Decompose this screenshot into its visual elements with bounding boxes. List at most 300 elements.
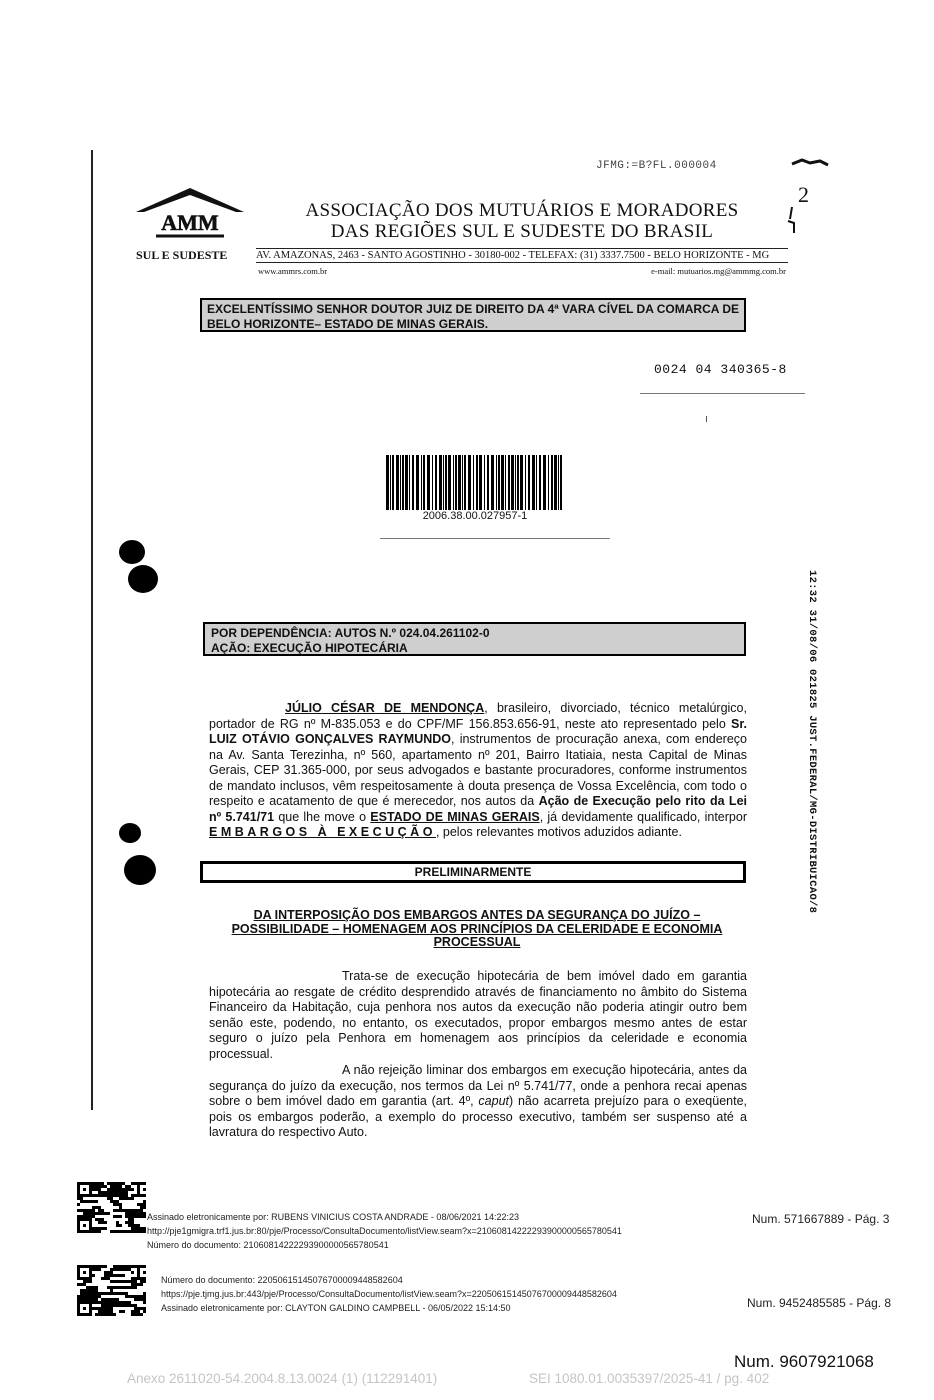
qr-module — [110, 1280, 113, 1283]
qr-module — [77, 1203, 80, 1206]
qr-module — [137, 1212, 140, 1215]
qr-module — [89, 1274, 92, 1277]
qr-module — [95, 1182, 98, 1185]
qr-module — [131, 1218, 134, 1221]
qr-module — [110, 1268, 113, 1271]
qr-module — [95, 1185, 98, 1188]
qr-module — [92, 1286, 95, 1289]
qr-module — [143, 1212, 146, 1215]
qr-module — [98, 1185, 101, 1188]
qr-module — [122, 1268, 125, 1271]
qr-module — [113, 1268, 116, 1271]
qr-module — [131, 1221, 134, 1224]
intro-paragraph — [209, 701, 747, 841]
qr-module — [131, 1277, 134, 1280]
qr-module — [140, 1313, 143, 1316]
qr-module — [143, 1188, 146, 1191]
barcode-bar — [548, 455, 549, 510]
qr-module — [134, 1230, 137, 1233]
qr-module — [86, 1218, 89, 1221]
qr-module — [80, 1301, 83, 1304]
qr-module — [134, 1313, 137, 1316]
qr-module — [119, 1292, 122, 1295]
org-website: www.ammrs.com.br — [258, 266, 328, 276]
qr-module — [119, 1224, 122, 1227]
qr-module — [125, 1265, 128, 1268]
barcode-bar — [455, 455, 457, 510]
qr-module — [143, 1271, 146, 1274]
qr-module — [77, 1209, 80, 1212]
qr-module — [143, 1310, 146, 1313]
barcode-bar — [453, 455, 454, 510]
qr-module — [113, 1304, 116, 1307]
protocol-stamp: JFMG:=B?FL.000004 — [596, 160, 717, 172]
qr-module — [104, 1310, 107, 1313]
qr-module — [89, 1310, 92, 1313]
qr-module — [86, 1194, 89, 1197]
qr-module — [134, 1280, 137, 1283]
anexo-reference: Anexo 2611020-54.2004.8.13.0024 (1) (112291401) — [127, 1371, 438, 1386]
qr-module — [89, 1286, 92, 1289]
qr-module — [137, 1268, 140, 1271]
qr-module — [131, 1188, 134, 1191]
barcode-bar — [405, 455, 408, 510]
barcode-bar — [508, 455, 510, 510]
qr-module — [128, 1268, 131, 1271]
dependency-line2: AÇÃO: EXECUÇÃO HIPOTECÁRIA — [211, 641, 408, 655]
footer-2-signed: Assinado eletronicamente por: CLAYTON GALDINO CAMPBELL - 06/05/2022 15:14:50 — [161, 1303, 511, 1313]
qr-module — [89, 1295, 92, 1298]
qr-module — [92, 1209, 95, 1212]
qr-module — [86, 1230, 89, 1233]
barcode-bar — [468, 455, 471, 510]
qr-module — [86, 1292, 89, 1295]
qr-module — [92, 1289, 95, 1292]
qr-module — [122, 1230, 125, 1233]
qr-module — [125, 1292, 128, 1295]
qr-module — [125, 1304, 128, 1307]
qr-module — [137, 1271, 140, 1274]
qr-module — [92, 1230, 95, 1233]
qr-module — [77, 1301, 80, 1304]
qr-module — [80, 1292, 83, 1295]
qr-module — [101, 1301, 104, 1304]
qr-module — [89, 1224, 92, 1227]
qr-module — [95, 1268, 98, 1271]
qr-module — [98, 1307, 101, 1310]
qr-module — [98, 1191, 101, 1194]
qr-module — [83, 1295, 86, 1298]
qr-module — [104, 1185, 107, 1188]
svg-text:AMM: AMM — [161, 210, 219, 235]
qr-module — [119, 1182, 122, 1185]
qr-module — [80, 1265, 83, 1268]
qr-module — [107, 1188, 110, 1191]
qr-module — [116, 1191, 119, 1194]
qr-module — [116, 1274, 119, 1277]
qr-module — [80, 1289, 83, 1292]
qr-module — [83, 1188, 86, 1191]
preliminary-title: PRELIMINARMENTE — [414, 865, 532, 879]
qr-module — [113, 1313, 116, 1316]
barcode-bar — [528, 455, 530, 510]
qr-module — [86, 1301, 89, 1304]
intro-text: , já devidamente qualificado, interpor — [539, 809, 747, 824]
qr-module — [83, 1313, 86, 1316]
barcode-bar — [551, 455, 553, 510]
qr-module — [140, 1295, 143, 1298]
party-name: JÚLIO CÉSAR DE MENDONÇA — [285, 701, 485, 715]
qr-module — [116, 1221, 119, 1224]
intro-text: , brasileiro, divorciado, técnico metalúrgico, portador de RG nº M-835.053 e do CPF/MF 156.853.656-91, neste ato representado pelo — [209, 701, 747, 731]
ink-mark — [790, 155, 830, 163]
qr-module — [131, 1227, 134, 1230]
qr-module — [80, 1298, 83, 1301]
qr-module — [77, 1185, 80, 1188]
representative-name: Sr. LUIZ OTÁVIO GONÇALVES RAYMUNDO — [209, 716, 747, 746]
qr-module — [77, 1307, 80, 1310]
qr-module — [116, 1292, 119, 1295]
qr-module — [104, 1292, 107, 1295]
addressee-text: EXCELENTÍSSIMO SENHOR DOUTOR JUIZ DE DIREITO DA 4ª VARA CÍVEL DA COMARCA DE BELO HORIZONTE– ESTADO DE MINAS GERAIS. — [207, 302, 739, 331]
qr-module — [107, 1271, 110, 1274]
qr-module — [134, 1209, 137, 1212]
qr-module — [101, 1310, 104, 1313]
qr-module — [110, 1194, 113, 1197]
qr-module — [122, 1310, 125, 1313]
qr-module — [101, 1194, 104, 1197]
barcode-bar — [560, 455, 562, 510]
qr-module — [92, 1268, 95, 1271]
qr-module — [77, 1224, 80, 1227]
qr-module — [110, 1298, 113, 1301]
qr-module — [89, 1209, 92, 1212]
qr-module — [122, 1274, 125, 1277]
qr-module — [92, 1227, 95, 1230]
qr-module — [83, 1215, 86, 1218]
barcode-bar — [496, 455, 497, 510]
qr-module — [86, 1313, 89, 1316]
qr-module — [140, 1209, 143, 1212]
barcode-bar — [427, 455, 430, 510]
qr-module — [113, 1301, 116, 1304]
qr-module — [137, 1265, 140, 1268]
barcode-bar — [520, 455, 523, 510]
qr-module — [131, 1283, 134, 1286]
qr-module — [143, 1230, 146, 1233]
qr-module — [110, 1304, 113, 1307]
qr-module — [86, 1212, 89, 1215]
qr-module — [95, 1212, 98, 1215]
qr-module — [134, 1286, 137, 1289]
qr-module — [119, 1265, 122, 1268]
qr-module — [110, 1301, 113, 1304]
qr-module — [140, 1206, 143, 1209]
paragraph-2 — [209, 1063, 747, 1141]
qr-module — [107, 1307, 110, 1310]
qr-module — [92, 1206, 95, 1209]
qr-module — [104, 1298, 107, 1301]
qr-module — [95, 1227, 98, 1230]
qr-module — [140, 1277, 143, 1280]
qr-module — [143, 1203, 146, 1206]
barcode-bar — [400, 455, 401, 510]
org-email: e-mail: mutuarios.mg@ammmg.com.br — [651, 266, 786, 276]
qr-module — [122, 1292, 125, 1295]
qr-module — [128, 1209, 131, 1212]
qr-module — [122, 1301, 125, 1304]
qr-module — [113, 1191, 116, 1194]
qr-module — [143, 1215, 146, 1218]
qr-module — [89, 1185, 92, 1188]
qr-module — [98, 1313, 101, 1316]
barcode-bar — [517, 455, 519, 510]
qr-module — [95, 1200, 98, 1203]
qr-module — [77, 1298, 80, 1301]
qr-module — [128, 1221, 131, 1224]
qr-module — [77, 1182, 80, 1185]
qr-module — [110, 1191, 113, 1194]
qr-module — [137, 1224, 140, 1227]
qr-module — [113, 1209, 116, 1212]
qr-module — [125, 1221, 128, 1224]
qr-module — [116, 1194, 119, 1197]
footer-3-num: Num. 9607921068 — [734, 1352, 874, 1371]
qr-module — [134, 1224, 137, 1227]
qr-module — [125, 1191, 128, 1194]
qr-module — [116, 1188, 119, 1191]
qr-module — [104, 1227, 107, 1230]
qr-module — [89, 1268, 92, 1271]
sei-reference: SEI 1080.01.0035397/2025-41 / pg. 402 — [529, 1371, 770, 1386]
qr-module — [143, 1307, 146, 1310]
intro-text: , instrumentos de procuração anexa, com endereço na Av. Santa Terezinha, nº 560, apartamento nº 201, Bairro Itatiaia, nesta Capital de Minas Gerais, CEP 31.365-000, por seus advogados e bastante procuradores, conforme instrumentos de mandato inclusos, vêm respeitosamente à douta presença de Vossa Excelência, com todo o respeito e acatamento de que é merecedor, nos autos da — [209, 732, 747, 808]
qr-module — [134, 1277, 137, 1280]
qr-module — [80, 1230, 83, 1233]
handwritten-mark — [786, 205, 800, 240]
qr-module — [134, 1304, 137, 1307]
barcode-bar — [558, 455, 559, 510]
qr-module — [122, 1194, 125, 1197]
qr-module — [110, 1182, 113, 1185]
barcode-underline — [380, 538, 610, 539]
qr-module — [89, 1182, 92, 1185]
barcode-bar — [416, 455, 419, 510]
qr-module — [107, 1313, 110, 1316]
qr-module — [113, 1194, 116, 1197]
qr-module — [143, 1298, 146, 1301]
qr-module — [143, 1200, 146, 1203]
margin-line — [91, 150, 93, 1110]
qr-module — [89, 1215, 92, 1218]
qr-module — [134, 1265, 137, 1268]
barcode-bar — [539, 455, 541, 510]
qr-module — [125, 1185, 128, 1188]
footer-2-url[interactable]: https://pje.tjmg.jus.br:443/pje/Processo/ConsultaDocumento/listView.seam?x=22050615145076700009448582604 — [161, 1289, 617, 1299]
qr-module — [101, 1218, 104, 1221]
qr-module — [110, 1286, 113, 1289]
qr-module — [137, 1203, 140, 1206]
qr-module — [113, 1265, 116, 1268]
qr-module — [89, 1271, 92, 1274]
qr-module — [143, 1292, 146, 1295]
qr-module — [77, 1295, 80, 1298]
qr-module — [110, 1185, 113, 1188]
qr-module — [134, 1227, 137, 1230]
qr-module — [92, 1265, 95, 1268]
qr-module — [119, 1197, 122, 1200]
qr-module — [131, 1304, 134, 1307]
qr-module — [137, 1215, 140, 1218]
qr-module — [128, 1295, 131, 1298]
qr-module — [140, 1215, 143, 1218]
qr-module — [134, 1212, 137, 1215]
process-number: 0024 04 340365-8 — [654, 362, 787, 377]
qr-module — [143, 1301, 146, 1304]
qr-module — [80, 1295, 83, 1298]
qr-module — [80, 1277, 83, 1280]
qr-module — [83, 1265, 86, 1268]
qr-module — [122, 1304, 125, 1307]
qr-module — [137, 1191, 140, 1194]
qr-module — [92, 1194, 95, 1197]
qr-module — [140, 1307, 143, 1310]
qr-module — [116, 1203, 119, 1206]
qr-module — [98, 1209, 101, 1212]
punch-hole — [119, 823, 141, 843]
qr-module — [125, 1286, 128, 1289]
org-name-line2: DAS REGIÕES SUL E SUDESTE DO BRASIL — [330, 221, 714, 242]
qr-module — [116, 1182, 119, 1185]
footer-2-docnum: Número do documento: 22050615145076700009448582604 — [161, 1275, 403, 1285]
footer-1-url[interactable]: http://pje1gmigra.trf1.jus.br:80/pje/Processo/ConsultaDocumento/listView.seam?x=21060814222293900000565780541 — [147, 1226, 622, 1236]
qr-module — [107, 1197, 110, 1200]
qr-module — [86, 1289, 89, 1292]
qr-module — [119, 1286, 122, 1289]
qr-module — [125, 1212, 128, 1215]
qr-module — [98, 1301, 101, 1304]
barcode-bar — [536, 455, 537, 510]
qr-module — [110, 1307, 113, 1310]
qr-module — [101, 1209, 104, 1212]
qr-module — [104, 1313, 107, 1316]
qr-module — [125, 1280, 128, 1283]
qr-module — [80, 1182, 83, 1185]
barcode-bar — [501, 455, 504, 510]
barcode-bar — [439, 455, 442, 510]
qr-module — [134, 1182, 137, 1185]
intro-text: que lhe move o — [274, 809, 371, 824]
qr-module — [113, 1200, 116, 1203]
qr-module — [77, 1227, 80, 1230]
qr-module — [119, 1203, 122, 1206]
qr-module — [122, 1265, 125, 1268]
qr-module — [95, 1188, 98, 1191]
preliminary-box — [200, 861, 746, 883]
qr-module — [131, 1230, 134, 1233]
qr-module — [140, 1230, 143, 1233]
qr-module — [137, 1194, 140, 1197]
qr-module — [140, 1298, 143, 1301]
qr-module — [110, 1200, 113, 1203]
qr-module — [143, 1206, 146, 1209]
barcode-bar — [491, 455, 494, 510]
qr-module — [122, 1209, 125, 1212]
qr-module — [140, 1227, 143, 1230]
qr-module — [89, 1307, 92, 1310]
qr-module — [98, 1221, 101, 1224]
barcode-bar — [464, 455, 466, 510]
qr-module — [140, 1280, 143, 1283]
qr-module — [143, 1227, 146, 1230]
qr-module — [131, 1212, 134, 1215]
qr-module — [104, 1304, 107, 1307]
qr-module — [125, 1295, 128, 1298]
qr-code-2 — [77, 1265, 147, 1322]
qr-module — [80, 1313, 83, 1316]
qr-module — [119, 1304, 122, 1307]
qr-module — [119, 1310, 122, 1313]
punch-hole — [119, 540, 145, 564]
qr-module — [77, 1194, 80, 1197]
qr-module — [89, 1313, 92, 1316]
qr-module — [128, 1280, 131, 1283]
qr-module — [83, 1307, 86, 1310]
qr-module — [116, 1286, 119, 1289]
qr-module — [83, 1182, 86, 1185]
tick-mark — [706, 416, 707, 422]
qr-module — [140, 1203, 143, 1206]
qr-module — [77, 1268, 80, 1271]
qr-module — [143, 1280, 146, 1283]
qr-module — [83, 1209, 86, 1212]
barcode-bar — [476, 455, 478, 510]
org-name-line1: ASSOCIAÇÃO DOS MUTUÁRIOS E MORADORES — [305, 200, 739, 221]
qr-module — [119, 1191, 122, 1194]
qr-module — [95, 1292, 98, 1295]
qr-module — [83, 1298, 86, 1301]
barcode-bar — [484, 455, 485, 510]
qr-module — [80, 1215, 83, 1218]
barcode-bar — [396, 455, 399, 510]
qr-module — [89, 1188, 92, 1191]
qr-module — [101, 1191, 104, 1194]
qr-module — [92, 1212, 95, 1215]
qr-module — [101, 1304, 104, 1307]
qr-module — [119, 1209, 122, 1212]
qr-module — [110, 1188, 113, 1191]
qr-module — [110, 1197, 113, 1200]
qr-module — [125, 1209, 128, 1212]
qr-module — [101, 1292, 104, 1295]
qr-module — [128, 1212, 131, 1215]
qr-module — [104, 1191, 107, 1194]
qr-module — [77, 1313, 80, 1316]
qr-module — [113, 1286, 116, 1289]
barcode-bar — [487, 455, 489, 510]
barcode-bar — [412, 455, 414, 510]
qr-module — [98, 1182, 101, 1185]
qr-module — [110, 1310, 113, 1313]
qr-module — [98, 1230, 101, 1233]
qr-module — [89, 1218, 92, 1221]
qr-module — [113, 1182, 116, 1185]
embargos-title: EMBARGOS À EXECUÇÃO — [209, 825, 436, 839]
qr-module — [89, 1194, 92, 1197]
barcode-bar — [402, 455, 404, 510]
action-name: Ação de Execução pelo rito da Lei nº 5.741/71 — [209, 794, 747, 824]
qr-module — [92, 1188, 95, 1191]
